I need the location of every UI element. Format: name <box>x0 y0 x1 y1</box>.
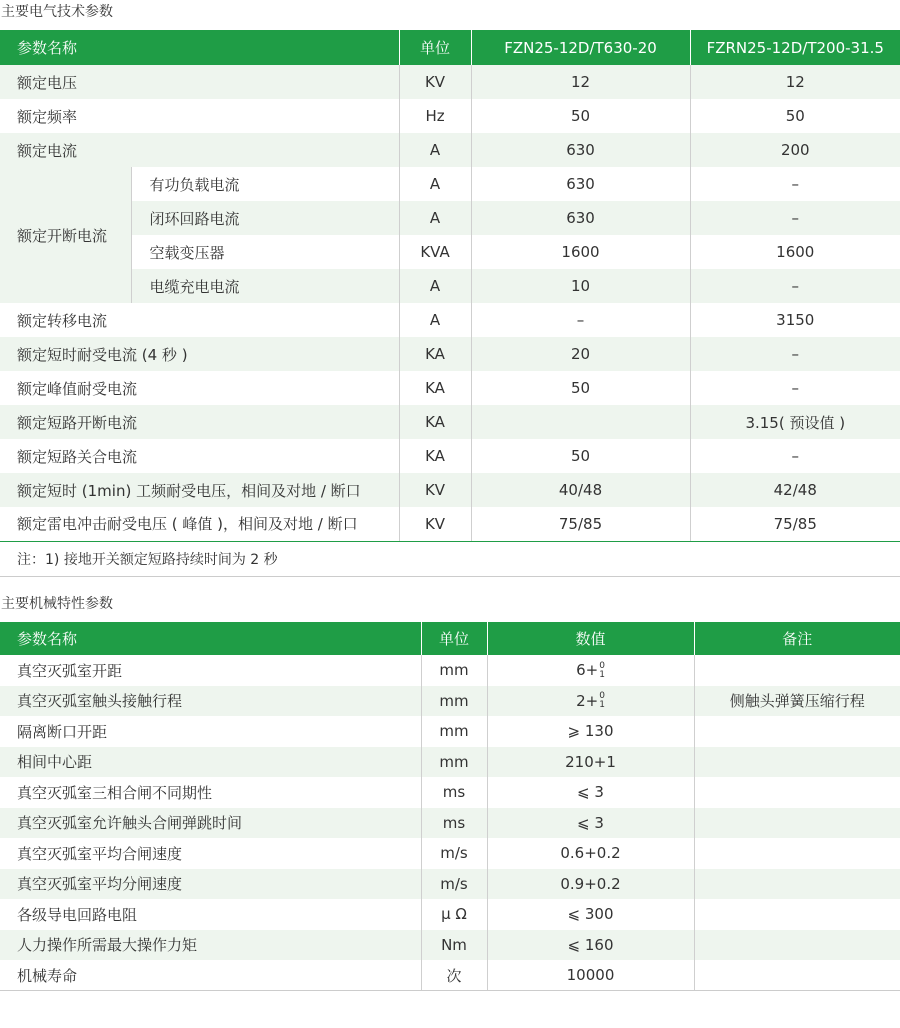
table-row <box>0 655 900 686</box>
param-group-name: 额定开断电流 <box>0 167 131 303</box>
param-name: 真空灭弧室触头接触行程 <box>0 686 421 717</box>
table-footnote: 注：1) 接地开关额定短路持续时间为 2 秒 <box>17 552 278 568</box>
param-value: 0.9+0.2 <box>487 869 694 900</box>
param-unit: mm <box>421 716 487 747</box>
table-row <box>0 99 900 133</box>
param-value-model-1: 10 <box>471 269 690 303</box>
param-value-model-2: – <box>690 439 900 473</box>
table-row <box>0 337 900 371</box>
tolerance-lower: 1 <box>599 700 605 710</box>
table-row <box>0 930 900 961</box>
param-unit: mm <box>421 686 487 717</box>
param-unit: Hz <box>399 99 471 133</box>
table-row <box>0 686 900 717</box>
table-row <box>0 439 900 473</box>
table-row <box>0 747 900 778</box>
param-unit: KA <box>399 439 471 473</box>
param-value-model-2: 3.15( 预设值 ) <box>690 405 900 439</box>
param-value: ⩽ 3 <box>487 777 694 808</box>
param-value-model-1: 630 <box>471 133 690 167</box>
table-row <box>0 133 900 167</box>
value-text: 2+ <box>576 691 599 710</box>
param-name: 额定峰值耐受电流 <box>0 371 399 405</box>
param-remark <box>694 808 900 839</box>
param-value: ⩽ 3 <box>487 808 694 839</box>
param-name: 真空灭弧室平均分闸速度 <box>0 869 421 900</box>
param-name: 额定短路开断电流 <box>0 405 399 439</box>
table-row <box>0 235 900 269</box>
mechanical-params-title: 主要机械特性参数 <box>1 596 113 612</box>
param-value-model-1: 20 <box>471 337 690 371</box>
col-header-param-name: 参数名称 <box>0 622 421 655</box>
param-sub-name: 空载变压器 <box>131 235 399 269</box>
param-unit: KV <box>399 507 471 541</box>
col-header-model-1: FZN25-12D/T630-20 <box>471 30 690 65</box>
param-unit: KVA <box>399 235 471 269</box>
param-value-model-1: 40/48 <box>471 473 690 507</box>
param-unit: μ Ω <box>421 899 487 930</box>
param-name: 相间中心距 <box>0 747 421 778</box>
param-value-model-2: 75/85 <box>690 507 900 541</box>
param-unit: m/s <box>421 869 487 900</box>
section-divider <box>0 576 900 577</box>
table-row <box>0 201 900 235</box>
table-row <box>0 960 900 991</box>
tolerance-lower: 1 <box>599 669 605 680</box>
col-header-value: 数值 <box>487 622 694 655</box>
param-remark <box>694 747 900 778</box>
param-value-model-1: 1600 <box>471 235 690 269</box>
param-value-model-1: 630 <box>471 167 690 201</box>
param-remark <box>694 777 900 808</box>
col-header-model-2: FZRN25-12D/T200-31.5 <box>690 30 900 65</box>
param-value-model-2: – <box>690 201 900 235</box>
col-header-param-name: 参数名称 <box>0 30 399 65</box>
param-value-model-1: 630 <box>471 201 690 235</box>
param-value: ⩽ 160 <box>487 930 694 961</box>
param-unit: KA <box>399 371 471 405</box>
param-value-model-2: – <box>690 269 900 303</box>
param-unit: A <box>399 269 471 303</box>
param-unit: A <box>399 303 471 337</box>
param-unit: ms <box>421 808 487 839</box>
param-unit: KA <box>399 337 471 371</box>
param-unit: ms <box>421 777 487 808</box>
param-name: 额定电压 <box>0 65 399 99</box>
param-unit: A <box>399 201 471 235</box>
param-name: 额定短时 (1min) 工频耐受电压，相间及对地 / 断口 <box>0 473 399 507</box>
param-name: 额定短路关合电流 <box>0 439 399 473</box>
param-value-model-1: 75/85 <box>471 507 690 541</box>
param-name: 真空灭弧室三相合闸不同期性 <box>0 777 421 808</box>
param-value: 10000 <box>487 960 694 991</box>
mechanical-params-table <box>0 622 900 991</box>
table-row <box>0 899 900 930</box>
tolerance <box>599 662 605 680</box>
param-value-model-2: 12 <box>690 65 900 99</box>
param-value-model-2: 200 <box>690 133 900 167</box>
table-header-row <box>0 622 900 655</box>
table-row <box>0 303 900 337</box>
col-header-unit: 单位 <box>421 622 487 655</box>
param-remark <box>694 960 900 991</box>
param-value-model-2: 42/48 <box>690 473 900 507</box>
col-header-unit: 单位 <box>399 30 471 65</box>
param-value-model-1 <box>471 405 690 439</box>
param-name: 额定短时耐受电流 (4 秒 ) <box>0 337 399 371</box>
param-name: 真空灭弧室平均合闸速度 <box>0 838 421 869</box>
param-value-model-2: – <box>690 371 900 405</box>
param-remark <box>694 655 900 686</box>
param-unit: A <box>399 167 471 201</box>
param-name: 机械寿命 <box>0 960 421 991</box>
param-value: 210+1 <box>487 747 694 778</box>
param-value-model-1: 50 <box>471 371 690 405</box>
param-name: 真空灭弧室开距 <box>0 655 421 686</box>
param-value <box>487 686 694 717</box>
value-text: 6+ <box>576 661 599 679</box>
param-value <box>487 655 694 686</box>
param-name: 人力操作所需最大操作力矩 <box>0 930 421 961</box>
param-unit: KA <box>399 405 471 439</box>
param-unit: Nm <box>421 930 487 961</box>
table-row <box>0 869 900 900</box>
table-row <box>0 777 900 808</box>
param-unit: 次 <box>421 960 487 991</box>
table-row <box>0 838 900 869</box>
electrical-params-table <box>0 30 900 542</box>
table-row <box>0 269 900 303</box>
param-unit: mm <box>421 655 487 686</box>
param-unit: KV <box>399 65 471 99</box>
param-value-model-2: – <box>690 337 900 371</box>
table-row <box>0 167 900 201</box>
electrical-params-title: 主要电气技术参数 <box>1 4 113 20</box>
col-header-remark: 备注 <box>694 622 900 655</box>
param-value-model-2: 50 <box>690 99 900 133</box>
param-value-model-1: 12 <box>471 65 690 99</box>
tolerance <box>599 692 605 710</box>
param-name: 额定电流 <box>0 133 399 167</box>
param-value-model-2: – <box>690 167 900 201</box>
param-value-model-1: – <box>471 303 690 337</box>
param-name: 真空灭弧室允许触头合闸弹跳时间 <box>0 808 421 839</box>
param-unit: mm <box>421 747 487 778</box>
param-value: 0.6+0.2 <box>487 838 694 869</box>
param-value: ⩾ 130 <box>487 716 694 747</box>
table-row <box>0 716 900 747</box>
param-value-model-1: 50 <box>471 99 690 133</box>
param-unit: KV <box>399 473 471 507</box>
tolerance-upper: 0 <box>599 660 605 671</box>
param-name: 各级导电回路电阻 <box>0 899 421 930</box>
table-row <box>0 65 900 99</box>
table-header-row <box>0 30 900 65</box>
table-row <box>0 371 900 405</box>
table-row <box>0 507 900 541</box>
param-value-model-1: 50 <box>471 439 690 473</box>
param-remark <box>694 930 900 961</box>
param-name: 额定雷电冲击耐受电压 ( 峰值 )，相间及对地 / 断口 <box>0 507 399 541</box>
param-value-model-2: 3150 <box>690 303 900 337</box>
param-sub-name: 闭环回路电流 <box>131 201 399 235</box>
param-sub-name: 电缆充电电流 <box>131 269 399 303</box>
table-row <box>0 405 900 439</box>
param-remark <box>694 869 900 900</box>
param-name: 额定转移电流 <box>0 303 399 337</box>
param-remark: 侧触头弹簧压缩行程 <box>694 686 900 717</box>
table-row <box>0 808 900 839</box>
param-name: 隔离断口开距 <box>0 716 421 747</box>
tolerance-upper: 0 <box>599 691 605 701</box>
param-value-model-2: 1600 <box>690 235 900 269</box>
param-value: ⩽ 300 <box>487 899 694 930</box>
param-remark <box>694 716 900 747</box>
param-unit: m/s <box>421 838 487 869</box>
param-remark <box>694 838 900 869</box>
param-name: 额定频率 <box>0 99 399 133</box>
param-remark <box>694 899 900 930</box>
param-unit: A <box>399 133 471 167</box>
param-sub-name: 有功负载电流 <box>131 167 399 201</box>
table-row <box>0 473 900 507</box>
